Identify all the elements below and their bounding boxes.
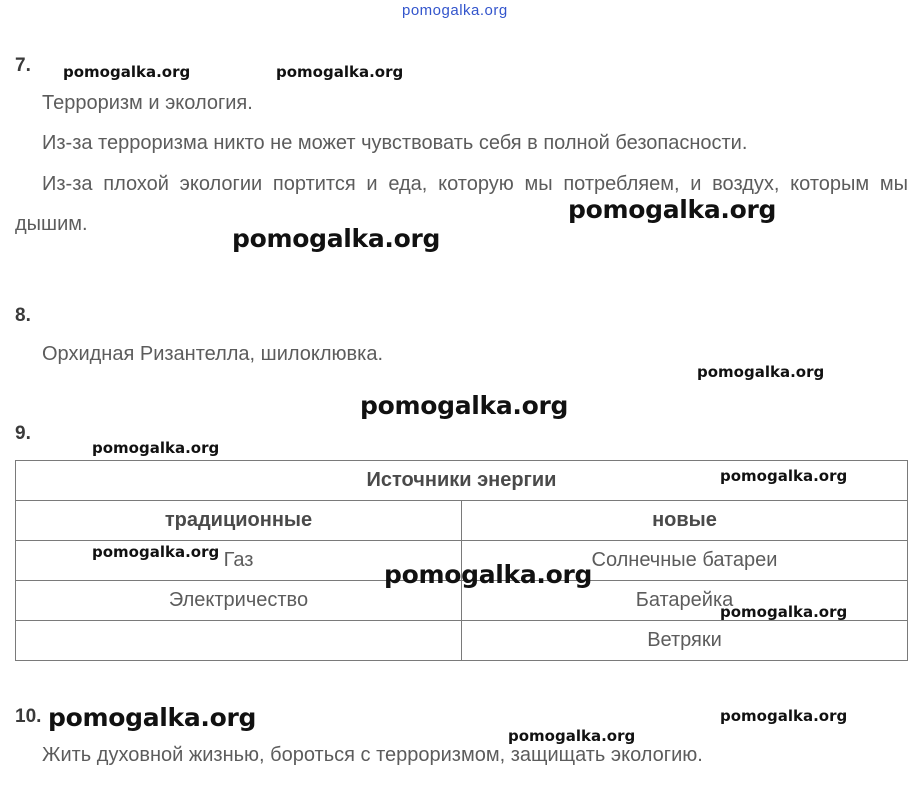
top-watermark: pomogalka.org (402, 2, 508, 19)
watermark: pomogalka.org (232, 224, 441, 253)
question-7-line-1: Терроризм и экология. (42, 92, 253, 114)
column-header-traditional: традиционные (16, 501, 462, 541)
watermark: pomogalka.org (92, 439, 220, 457)
question-8-number: 8. (15, 305, 31, 326)
watermark: pomogalka.org (720, 707, 848, 725)
watermark: pomogalka.org (360, 391, 569, 420)
table-cell: Ветряки (462, 621, 908, 661)
table-cell (16, 621, 462, 661)
column-header-new: новые (462, 501, 908, 541)
question-10-number: 10. (15, 706, 42, 727)
question-10-line-1: Жить духовной жизнью, бороться с терроризмом, защищать экологию. (42, 744, 703, 766)
question-7-paragraph: Из-за плохой экологии портится и еда, которую мы потребляем, и воздух, которым мы дышим. (15, 173, 908, 235)
watermark: pomogalka.org (48, 703, 257, 732)
question-7-line-2: Из-за терроризма никто не может чувствовать себя в полной безопасности. (42, 132, 748, 154)
table-header-row (16, 501, 908, 541)
watermark: pomogalka.org (697, 363, 825, 381)
table-cell: Газ (16, 541, 462, 581)
watermark: pomogalka.org (384, 560, 593, 589)
watermark: pomogalka.org (508, 727, 636, 745)
watermark: pomogalka.org (63, 63, 191, 81)
question-8-line-1: Орхидная Ризантелла, шилоклювка. (42, 343, 384, 365)
question-9-number: 9. (15, 423, 31, 444)
table-cell: Электричество (16, 581, 462, 621)
watermark: pomogalka.org (92, 543, 220, 561)
watermark: pomogalka.org (276, 63, 404, 81)
table-title: Источники энергии (16, 461, 908, 501)
watermark: pomogalka.org (720, 603, 848, 621)
table-cell: Солнечные батареи (462, 541, 908, 581)
question-7-number: 7. (15, 55, 31, 76)
watermark: pomogalka.org (720, 467, 848, 485)
watermark: pomogalka.org (568, 195, 777, 224)
table-row (16, 621, 908, 661)
table-cell: Батарейка (462, 581, 908, 621)
